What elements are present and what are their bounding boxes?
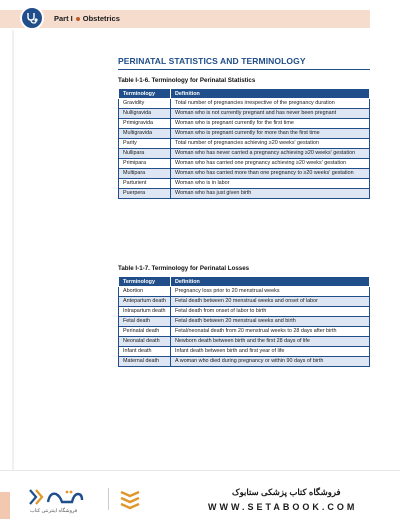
section-label: Obstetrics <box>82 14 120 23</box>
term-cell: Gravidity <box>119 99 171 109</box>
running-header <box>54 14 120 23</box>
margin-shadow <box>12 30 14 470</box>
term-cell: Primipara <box>119 159 171 169</box>
term-cell: Nulligravida <box>119 109 171 119</box>
footer-accent-bar <box>0 492 10 519</box>
footer-divider <box>108 488 109 510</box>
table-header-row <box>119 89 370 99</box>
table-row <box>119 109 370 119</box>
column-header-definition: Definition <box>171 89 370 99</box>
table-row <box>119 149 370 159</box>
logo-subtitle: فروشگاه اینترنتی کتاب <box>30 508 78 514</box>
term-cell: Antepartum death <box>119 297 171 307</box>
term-cell: Parity <box>119 139 171 149</box>
table-row <box>119 189 370 199</box>
table-row <box>119 129 370 139</box>
definition-cell: Woman who is pregnant currently for the first time <box>171 119 370 129</box>
table-row <box>119 307 370 317</box>
table-row <box>119 169 370 179</box>
column-header-terminology: Terminology <box>119 277 171 287</box>
table-row <box>119 327 370 337</box>
table-row <box>119 297 370 307</box>
definition-cell: Woman who has carried more than one pregnancy to ≥20 weeks' gestation <box>171 169 370 179</box>
definition-cell: Woman who is not currently pregnant and has never been pregnant <box>171 109 370 119</box>
term-cell: Perinatal death <box>119 327 171 337</box>
term-cell: Infant death <box>119 347 171 357</box>
store-name: فروشگاه کتاب پزشکی ستابوک <box>232 487 341 497</box>
part-label: Part I <box>54 14 73 23</box>
table2-caption: Table I-1-7. Terminology for Perinatal Losses <box>118 265 250 272</box>
table-row <box>119 99 370 109</box>
definition-cell: Woman who is in labor <box>171 179 370 189</box>
definition-cell: Woman who has carried one pregnancy achieving ≥20 weeks' gestation <box>171 159 370 169</box>
section-divider <box>118 69 370 70</box>
perinatal-losses-table <box>118 276 370 367</box>
perinatal-statistics-table <box>118 88 370 199</box>
term-cell: Nullipara <box>119 149 171 159</box>
table-row <box>119 139 370 149</box>
definition-cell: Fetal death from onset of labor to birth <box>171 307 370 317</box>
definition-cell: Total number of pregnancies irrespective of the pregnancy duration <box>171 99 370 109</box>
stethoscope-icon <box>20 6 44 30</box>
definition-cell: Fetal death between 20 menstrual weeks and birth <box>171 317 370 327</box>
table-row <box>119 317 370 327</box>
table-row <box>119 337 370 347</box>
term-cell: Intrapartum death <box>119 307 171 317</box>
book-stack-icon <box>118 488 142 510</box>
definition-cell: Woman who has never carried a pregnancy achieving ≥20 weeks' gestation <box>171 149 370 159</box>
definition-cell: Fetal death between 20 menstrual weeks and onset of labor <box>171 297 370 307</box>
definition-cell: A woman who died during pregnancy or within 90 days of birth <box>171 357 370 367</box>
table1-caption: Table I-1-6. Terminology for Perinatal Statistics <box>118 77 256 84</box>
table-row <box>119 159 370 169</box>
table-row <box>119 347 370 357</box>
definition-cell: Total number of pregnancies achieving ≥20 weeks' gestation <box>171 139 370 149</box>
definition-cell: Fetal/neonatal death from 20 menstrual weeks to 28 days after birth <box>171 327 370 337</box>
table-row <box>119 287 370 297</box>
term-cell: Multipara <box>119 169 171 179</box>
term-cell: Neonatal death <box>119 337 171 347</box>
table-header-row <box>119 277 370 287</box>
definition-cell: Woman who is pregnant currently for more than the first time <box>171 129 370 139</box>
term-cell: Multigravida <box>119 129 171 139</box>
definition-cell: Pregnancy loss prior to 20 menstrual weeks <box>171 287 370 297</box>
column-header-terminology: Terminology <box>119 89 171 99</box>
definition-cell: Infant death between birth and first year of life <box>171 347 370 357</box>
term-cell: Fetal death <box>119 317 171 327</box>
term-cell: Abortion <box>119 287 171 297</box>
section-title: PERINATAL STATISTICS AND TERMINOLOGY <box>118 56 306 66</box>
table-row <box>119 119 370 129</box>
store-url[interactable]: WWW.SETABOOK.COM <box>208 502 358 512</box>
table-row <box>119 357 370 367</box>
term-cell: Maternal death <box>119 357 171 367</box>
table-row <box>119 179 370 189</box>
bullet-icon <box>76 17 80 21</box>
term-cell: Parturient <box>119 179 171 189</box>
definition-cell: Woman who has just given birth <box>171 189 370 199</box>
term-cell: Primigravida <box>119 119 171 129</box>
term-cell: Puerpera <box>119 189 171 199</box>
definition-cell: Newborn death between birth and the first 28 days of life <box>171 337 370 347</box>
column-header-definition: Definition <box>171 277 370 287</box>
